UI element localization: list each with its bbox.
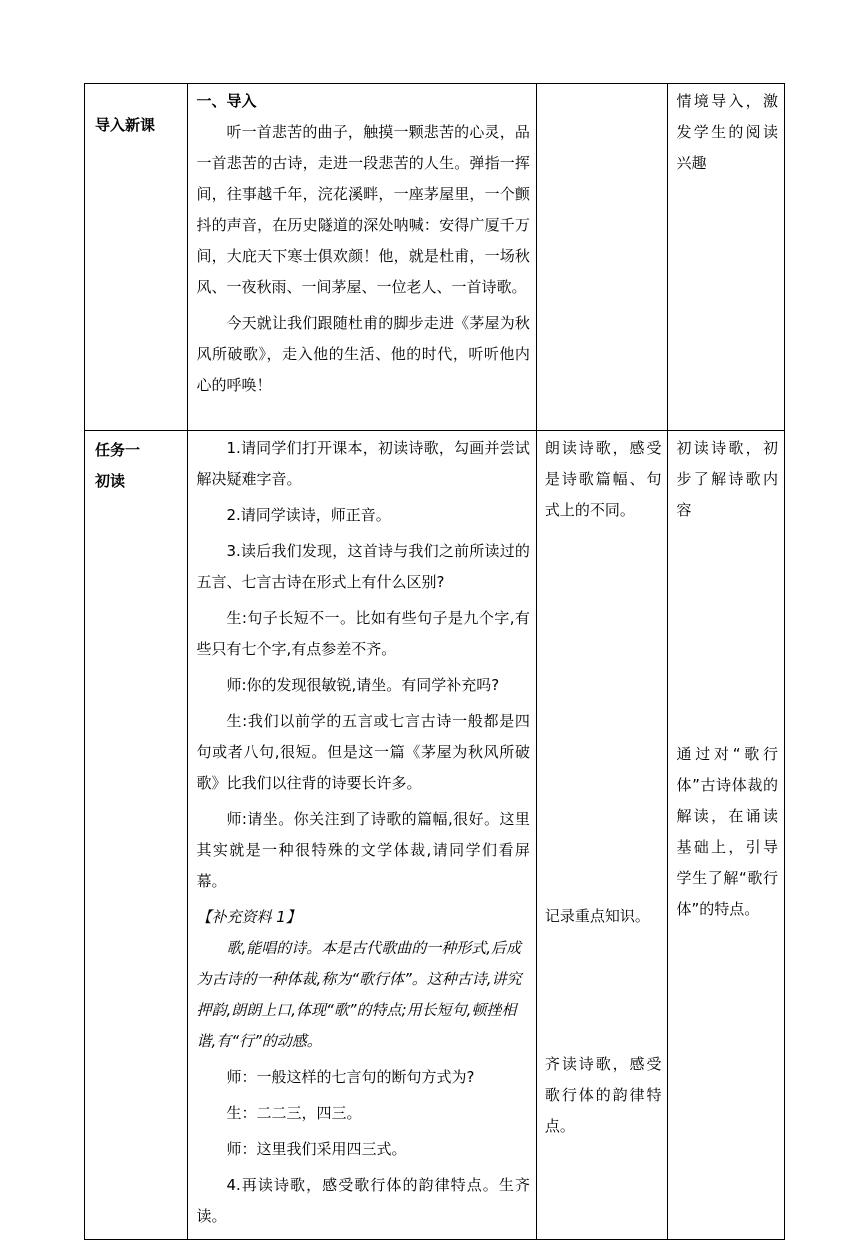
paragraph: 师：这里我们采用四三式。 [226,1140,407,1158]
paragraph: 生:我们以前学的五言或七言古诗一般都是四句或者八句,很短。但是这一篇《茅屋为秋风所破歌》比我们以往背的诗要长许多。 [196,712,530,792]
intent-text: 通过对“歌行体”古诗体裁的解读，在诵读基础上，引导学生了解“歌行体”的特点。 [676,745,778,918]
paragraph: 1.请同学们打开课本，初读诗歌，勾画并尝试解决疑难字音。 [196,439,530,488]
student-cell [536,431,668,1240]
supplement-text: 歌,能唱的诗。本是古代歌曲的一种形式,后成为古诗的一种体裁,称为“歌行体”。这种古诗,讲究押韵,朗朗上口,体现“歌”的特点;用长短句,顿挫相谐,有“行”的动感。 [196,939,522,1050]
stage-line: 任务一 [95,441,141,459]
paragraph: 生:句子长短不一。比如有些句子是九个字,有些只有七个字,有点参差不齐。 [196,609,530,658]
intent-text: 初读诗歌，初步了解诗歌内容 [676,439,778,519]
student-activity: 朗读诗歌，感受是诗歌篇幅、句式上的不同。 [544,439,662,519]
paragraph: 师:你的发现很敏锐,请坐。有同学补充吗? [226,676,500,694]
paragraph: 生：二二三，四三。 [226,1104,362,1122]
paragraph: 2.请同学读诗，师正音。 [226,506,391,524]
intent-cell [668,431,785,1240]
paragraph: 师：一般这样的七言句的断句方式为? [226,1068,475,1086]
paragraph: 听一首悲苦的曲子，触摸一颗悲苦的心灵，品一首悲苦的古诗，走进一段悲苦的人生。弹指一挥间，往事越千年，浣花溪畔，一座茅屋里，一个颤抖的声音，在历史隧道的深处呐喊：安得广厦千万间，大庇天下寒士俱欢颜！他，就是杜甫，一场秋风、一夜秋雨、一间茅屋、一位老人、一首诗歌。 [196,123,530,296]
intent-text: 情境导入，激发学生的阅读兴趣 [676,92,778,172]
activity-cell [188,431,536,1240]
student-cell [536,84,668,431]
student-activity: 齐读诗歌，感受歌行体的韵律特点。 [544,1055,662,1135]
paragraph: 3.读后我们发现，这首诗与我们之前所读过的五言、七言古诗在形式上有什么区别? [196,542,530,591]
intent-cell [668,84,785,431]
stage-line: 初读 [95,472,126,490]
stage-cell: 导入新课 [85,84,188,431]
table-row [85,431,785,1240]
supplement-title: 【补充资料 1】 [196,908,301,926]
section-heading: 一、导入 [196,92,257,110]
lesson-plan-table [84,83,785,1240]
paragraph: 师:请坐。你关注到了诗歌的篇幅,很好。这里其实就是一种很特殊的文学体裁,请同学们看屏幕。 [196,810,530,890]
paragraph: 4.再读诗歌，感受歌行体的韵律特点。生齐读。 [196,1176,530,1225]
table-row [85,84,785,431]
paragraph: 今天就让我们跟随杜甫的脚步走进《茅屋为秋风所破歌》，走入他的生活、他的时代，听听他内心的呼唤！ [196,314,530,394]
student-activity: 记录重点知识。 [544,907,650,925]
stage-cell [85,431,188,1240]
activity-cell [188,84,536,431]
